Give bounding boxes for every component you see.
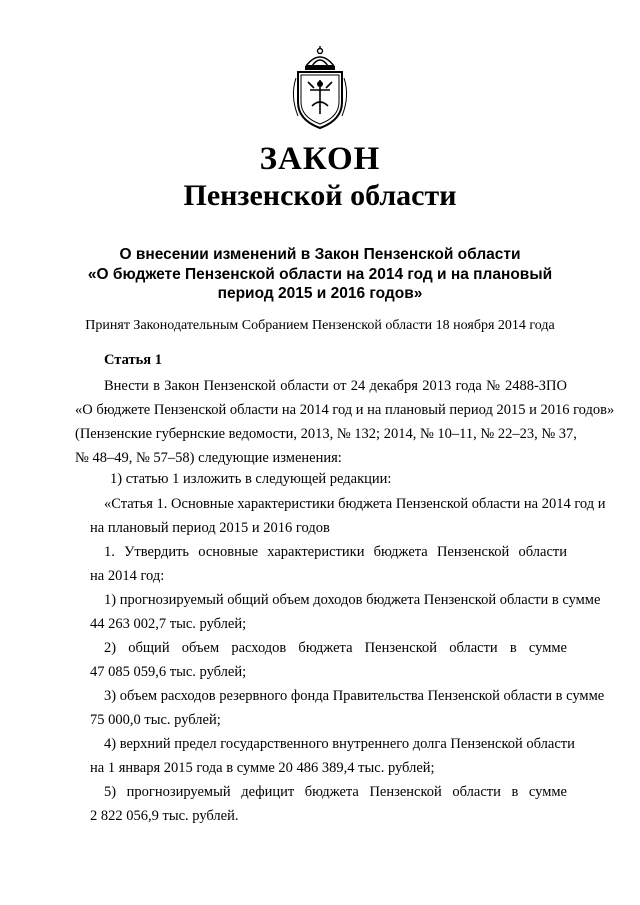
- law-subject: [70, 245, 570, 304]
- adoption-note: Принят Законодательным Собранием Пензенской области 18 ноября 2014 года: [85, 318, 555, 333]
- law-region-title: Пензенской области: [183, 179, 457, 212]
- body-line: (Пензенские губернские ведомости, 2013, № 132; 2014, № 10–11, № 22–23, № 37,: [75, 426, 577, 442]
- body-line: 2 822 056,9 тыс. рублей.: [90, 808, 239, 824]
- body-line: Внести в Закон Пензенской области от 24 декабря 2013 года № 2488-ЗПО: [104, 378, 567, 394]
- body-line: 44 263 002,7 тыс. рублей;: [90, 616, 247, 632]
- law-title: ЗАКОН: [259, 141, 381, 177]
- subject-line: О внесении изменений в Закон Пензенской области: [119, 246, 521, 263]
- body-line: № 48–49, № 57–58) следующие изменения:: [75, 450, 342, 466]
- body-line: на 2014 год:: [90, 568, 165, 584]
- body-line: 4) верхний предел государственного внутреннего долга Пензенской области: [104, 736, 575, 752]
- body-line: «Статья 1. Основные характеристики бюджета Пензенской области на 2014 год и: [104, 496, 606, 512]
- body-line: 75 000,0 тыс. рублей;: [90, 712, 221, 728]
- body-line: 2) общий объем расходов бюджета Пензенской области в сумме: [104, 640, 567, 656]
- coat-of-arms-emblem: [288, 44, 352, 132]
- body-line: 1. Утвердить основные характеристики бюджета Пензенской области: [104, 544, 567, 560]
- body-line: 1) прогнозируемый общий объем доходов бюджета Пензенской области в сумме: [104, 592, 601, 608]
- article-heading: Статья 1: [104, 352, 162, 368]
- subject-line: период 2015 и 2016 годов»: [217, 285, 423, 302]
- body-line: 47 085 059,6 тыс. рублей;: [90, 664, 247, 680]
- body-line: 3) объем расходов резервного фонда Правительства Пензенской области в сумме: [104, 688, 605, 704]
- body-line: 1) статью 1 изложить в следующей редакции:: [110, 471, 392, 487]
- body-line: на 1 января 2015 года в сумме 20 486 389,4 тыс. рублей;: [90, 760, 435, 776]
- body-line: на плановый период 2015 и 2016 годов: [90, 520, 330, 536]
- subject-line: «О бюджете Пензенской области на 2014 год и на плановый: [87, 265, 553, 283]
- body-line: «О бюджете Пензенской области на 2014 год и на плановый период 2015 и 2016 годов»: [75, 402, 615, 418]
- body-line: 5) прогнозируемый дефицит бюджета Пензенской области в сумме: [104, 784, 567, 800]
